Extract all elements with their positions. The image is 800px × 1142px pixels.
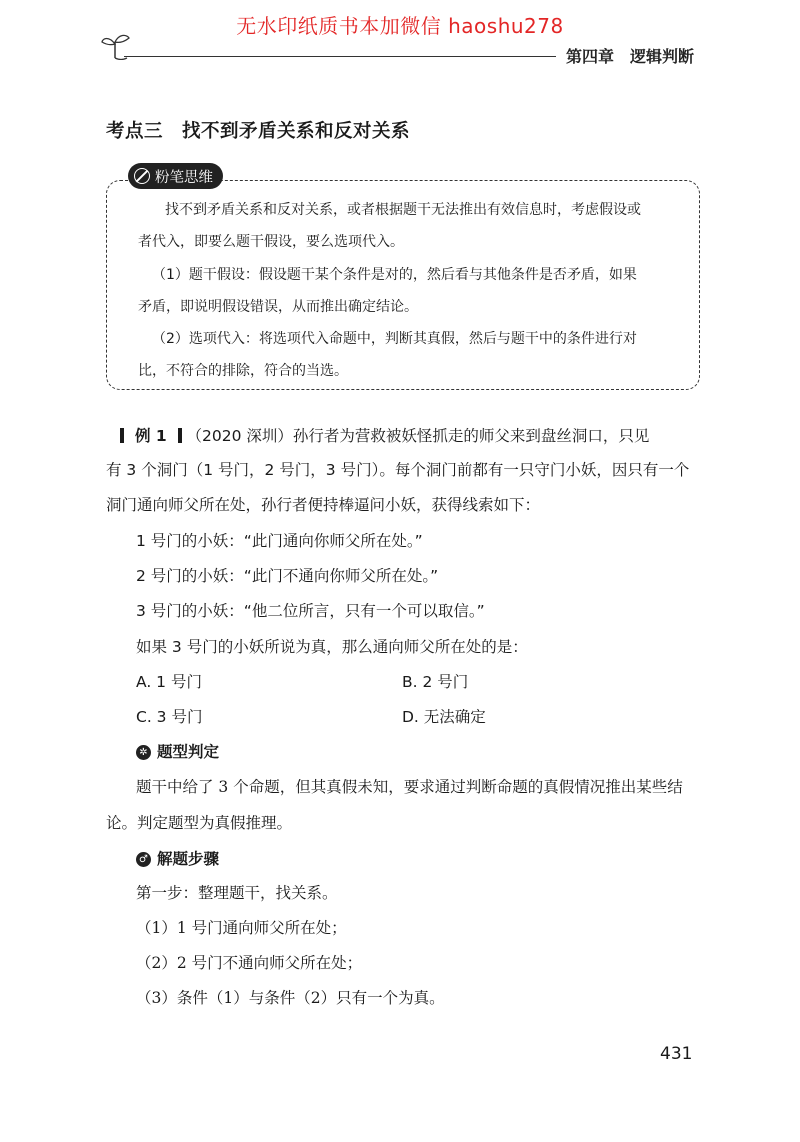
tip-line: 矛盾，即说明假设错误，从而推出确定结论。 xyxy=(138,299,418,315)
tip-line: 找不到矛盾关系和反对关系，或者根据题干无法推出有效信息时，考虑假设或 xyxy=(165,202,641,218)
example-line: 洞门通向师父所在处，孙行者便持棒逼问小妖，获得线索如下： xyxy=(106,496,541,514)
tip-line: 者代入，即要么题干假设，要么选项代入。 xyxy=(138,234,404,250)
example-line xyxy=(120,425,649,447)
type-line: 论。判定题型为真假推理。 xyxy=(106,814,293,832)
clue-line: 1 号门的小妖：“此门通向你师父所在处。” xyxy=(136,532,423,550)
example-text: （2020 深圳）孙行者为营救被妖怪抓走的师父来到盘丝洞口，只见 xyxy=(186,427,650,445)
type-heading xyxy=(136,741,219,763)
chapter-title: 第四章 逻辑判断 xyxy=(566,47,695,66)
clue-line: 2 号门的小妖：“此门不通向你师父所在处。” xyxy=(136,567,439,585)
bar-marker xyxy=(178,428,182,443)
clue-line: 3 号门的小妖：“他二位所言，只有一个可以取信。” xyxy=(136,602,485,620)
example-line: 有 3 个洞门（1 号门，2 号门，3 号门）。每个洞门前都有一只守门小妖，因只有一个 xyxy=(106,461,690,479)
option-c: C. 3 号门 xyxy=(136,708,203,726)
question-line: 如果 3 号门的小妖所说为真，那么通向师父所在处的是： xyxy=(136,638,528,656)
section-title: 考点三 找不到矛盾关系和反对关系 xyxy=(106,121,411,142)
tip-line: 比，不符合的排除，符合的当选。 xyxy=(138,363,348,379)
solution-item: （1）1 号门通向师父所在处； xyxy=(136,919,347,937)
bar-marker xyxy=(120,428,124,443)
tip-line: （2）选项代入：将选项代入命题中，判断其真假，然后与题干中的条件进行对 xyxy=(152,331,637,347)
no-entry-icon xyxy=(134,168,150,184)
example-label: 例 1 xyxy=(134,427,167,445)
solution-heading xyxy=(136,848,219,870)
compass-icon: ♂ xyxy=(136,852,151,867)
tip-badge-label: 粉笔思维 xyxy=(155,169,213,186)
option-d: D. 无法确定 xyxy=(402,708,486,726)
solution-heading-label: 解题步骤 xyxy=(157,850,220,868)
option-a: A. 1 号门 xyxy=(136,673,202,691)
solution-item: （3）条件（1）与条件（2）只有一个为真。 xyxy=(136,989,445,1007)
type-heading-label: 题型判定 xyxy=(157,743,220,761)
page-number: 431 xyxy=(660,1044,693,1064)
option-b: B. 2 号门 xyxy=(402,673,469,691)
solution-item: （2）2 号门不通向师父所在处； xyxy=(136,954,363,972)
tip-badge xyxy=(128,163,223,189)
tip-line: （1）题干假设：假设题干某个条件是对的，然后看与其他条件是否矛盾，如果 xyxy=(152,267,637,283)
header-rule xyxy=(124,56,556,57)
type-line: 题干中给了 3 个命题，但其真假未知，要求通过判断命题的真假情况推出某些结 xyxy=(136,778,683,796)
watermark-text: 无水印纸质书本加微信 haoshu278 xyxy=(236,14,564,38)
gear-icon: ✲ xyxy=(136,745,151,760)
solution-step: 第一步：整理题干，找关系。 xyxy=(136,884,338,902)
